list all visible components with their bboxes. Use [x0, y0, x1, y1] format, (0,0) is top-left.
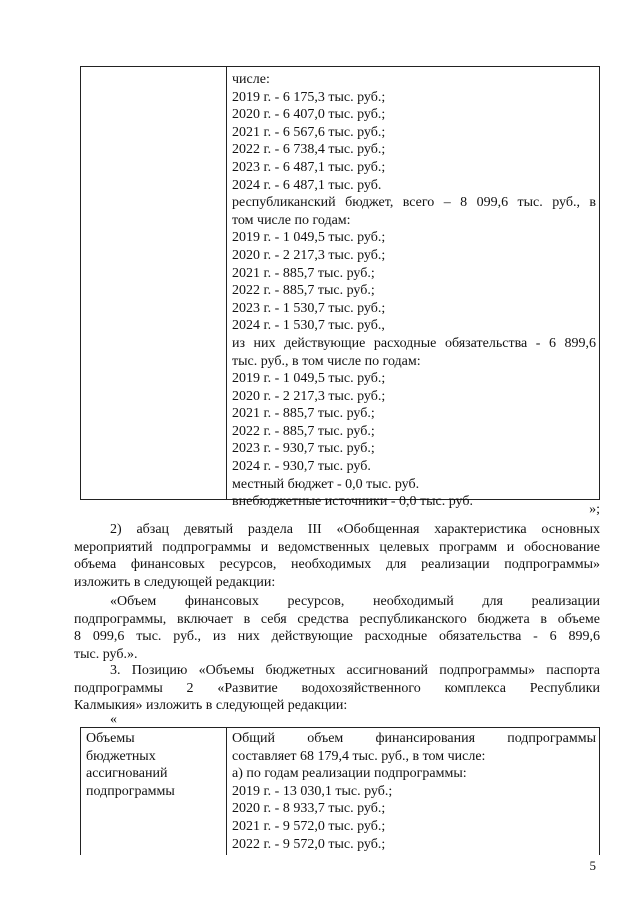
table-line: том числе по годам: — [232, 212, 351, 228]
paragraph-line: тыс. руб.». — [74, 646, 138, 662]
paragraph-line: 3. Позицию «Объемы бюджетных ассигнований подпрограммы» паспорта — [110, 663, 600, 678]
paragraph-quoted-text — [74, 593, 600, 663]
value-line: составляет 68 179,4 тыс. руб., в том числе: — [232, 748, 486, 764]
label-line: Объемы — [86, 731, 135, 746]
financing-details-cell — [232, 71, 596, 511]
value-line: 2022 г. - 9 572,0 тыс. руб.; — [232, 836, 386, 852]
table-line: 2024 г. - 1 530,7 тыс. руб., — [232, 318, 385, 334]
paragraph-line: подпрограммы, включает в себя средства республиканского бюджета в объеме — [74, 611, 600, 627]
paragraph-line: мероприятий подпрограммы и ведомственных целевых программ и обоснование — [74, 539, 600, 555]
label-line: подпрограммы — [86, 783, 175, 799]
paragraph-line: 2) абзац девятый раздела III «Обобщенная характеристика основных — [110, 522, 600, 537]
table-line: 2021 г. - 885,7 тыс. руб.; — [232, 406, 375, 422]
table-line: 2019 г. - 1 049,5 тыс. руб.; — [232, 230, 386, 246]
column-divider — [226, 728, 227, 855]
paragraph-line: подпрограммы 2 «Развитие водохозяйственного комплекса Республики — [74, 680, 600, 696]
table-line: 2024 г. - 6 487,1 тыс. руб. — [232, 177, 382, 193]
table-line: 2023 г. - 930,7 тыс. руб.; — [232, 441, 375, 457]
budget-allocations-table — [80, 727, 600, 855]
column-divider — [226, 67, 227, 499]
paragraph-line: Калмыкия» изложить в следующей редакции: — [74, 698, 348, 714]
table-line: 2019 г. - 1 049,5 тыс. руб.; — [232, 371, 386, 387]
table-line: 2022 г. - 6 738,4 тыс. руб.; — [232, 142, 386, 158]
table-line: числе: — [232, 72, 270, 87]
allocations-label-cell — [86, 730, 221, 800]
value-line: 2020 г. - 8 933,7 тыс. руб.; — [232, 801, 386, 817]
value-line: 2021 г. - 9 572,0 тыс. руб.; — [232, 818, 386, 834]
table-line: 2019 г. - 6 175,3 тыс. руб.; — [232, 89, 386, 105]
allocations-value-cell — [232, 730, 596, 853]
paragraph-line: изложить в следующей редакции: — [74, 574, 276, 590]
paragraph-line: объема финансовых ресурсов, необходимых для реализации подпрограммы» — [74, 557, 600, 573]
table-line: 2022 г. - 885,7 тыс. руб.; — [232, 423, 375, 439]
table-line: 2022 г. - 885,7 тыс. руб.; — [232, 283, 375, 299]
table-line: местный бюджет - 0,0 тыс. руб. — [232, 476, 420, 492]
table-line: 2023 г. - 1 530,7 тыс. руб.; — [232, 300, 386, 316]
table-line: 2021 г. - 885,7 тыс. руб.; — [232, 265, 375, 281]
table-line: тыс. руб., в том числе по годам: — [232, 353, 421, 369]
financing-table — [80, 66, 600, 510]
closing-quote: »; — [589, 502, 600, 517]
table-line: 2023 г. - 6 487,1 тыс. руб.; — [232, 159, 386, 175]
table-line: республиканский бюджет, всего – 8 099,6 тыс. руб., в — [232, 195, 596, 211]
label-line: бюджетных — [86, 748, 156, 764]
value-line: 2019 г. - 13 030,1 тыс. руб.; — [232, 783, 393, 799]
value-line: Общий объем финансирования подпрограммы — [232, 731, 596, 746]
paragraph-line: «Объем финансовых ресурсов, необходимый для реализации — [110, 594, 600, 609]
table-line: 2020 г. - 6 407,0 тыс. руб.; — [232, 107, 386, 123]
paragraph-amendment-2 — [74, 521, 600, 591]
table-line: 2020 г. - 2 217,3 тыс. руб.; — [232, 388, 386, 404]
table-line: 2024 г. - 930,7 тыс. руб. — [232, 459, 371, 475]
value-line: а) по годам реализации подпрограммы: — [232, 766, 467, 782]
table-line: 2020 г. - 2 217,3 тыс. руб.; — [232, 247, 386, 263]
table-line: внебюджетные источники - 0,0 тыс. руб. — [232, 494, 473, 510]
label-line: ассигнований — [86, 766, 168, 782]
table-line: 2021 г. - 6 567,6 тыс. руб.; — [232, 124, 386, 140]
table-line: из них действующие расходные обязательства - 6 899,6 — [232, 335, 596, 351]
paragraph-amendment-3 — [74, 662, 600, 715]
opening-quote: « — [110, 712, 117, 727]
page-number: 5 — [589, 858, 596, 873]
paragraph-line: 8 099,6 тыс. руб., из них действующие расходные обязательства - 6 899,6 — [74, 629, 600, 645]
